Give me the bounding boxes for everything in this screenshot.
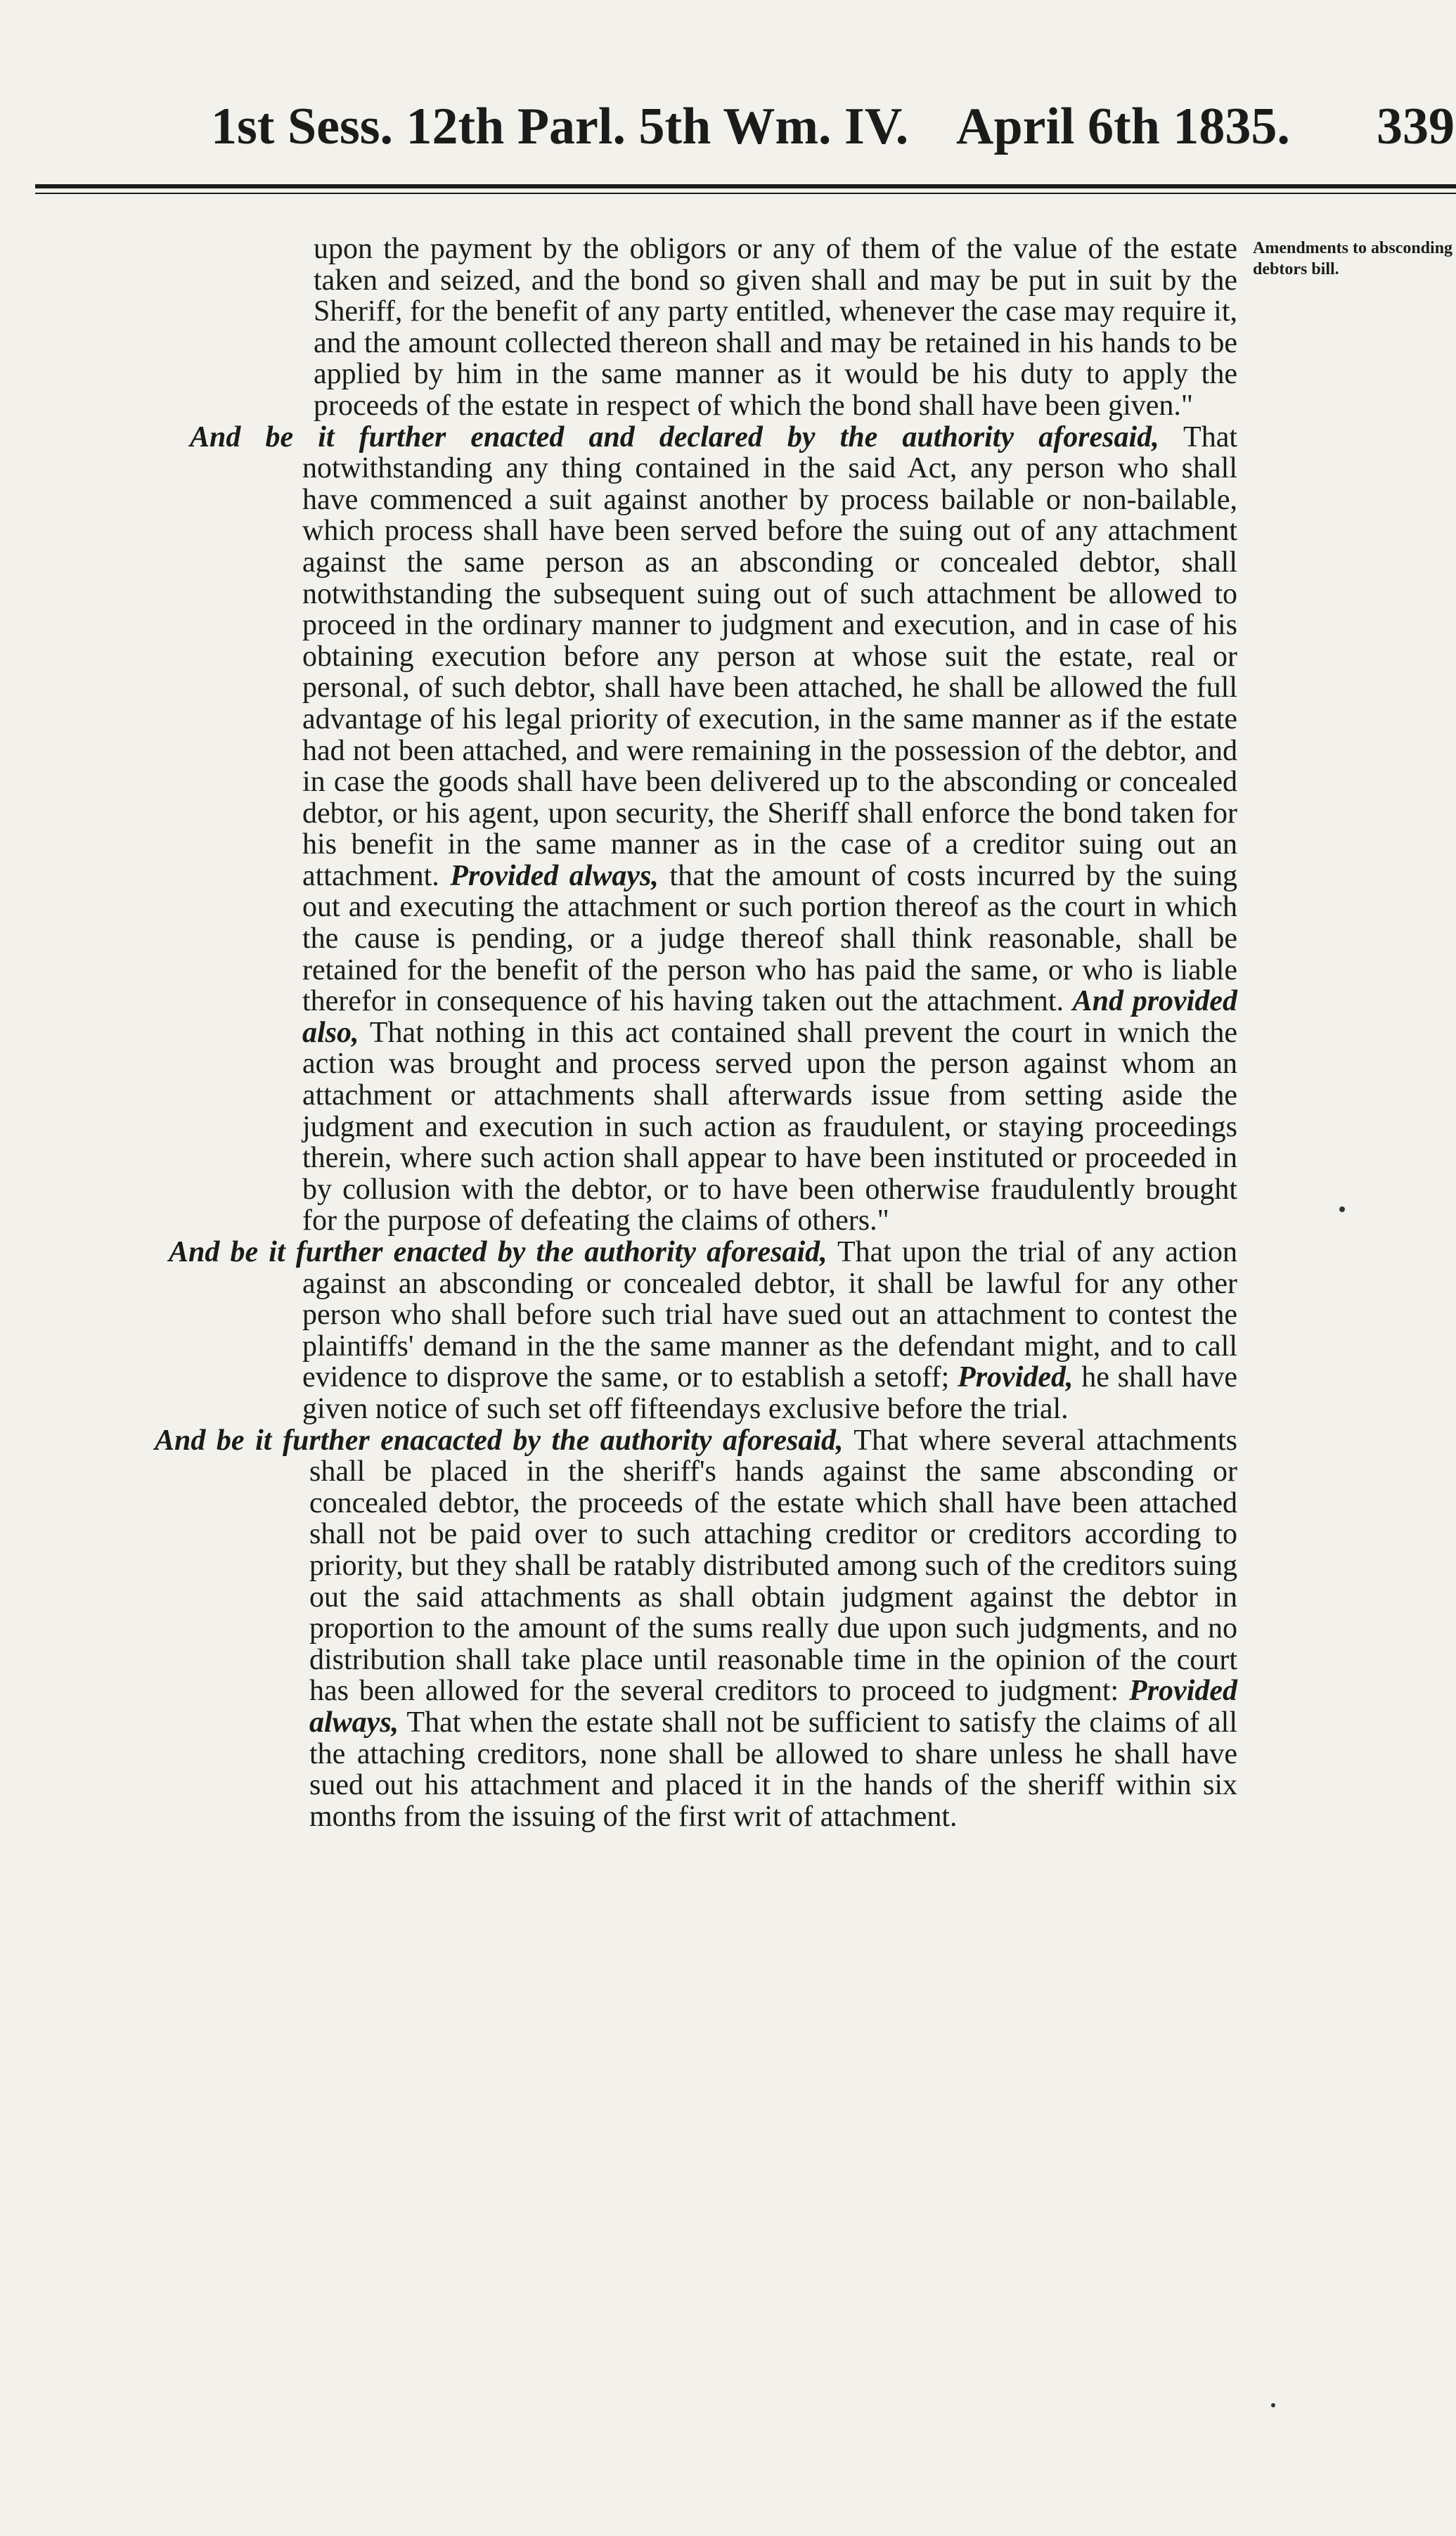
section-1-proviso-1: Provided always,	[450, 859, 659, 892]
header-rule-thick	[35, 184, 1456, 188]
paragraph-section-1	[84, 422, 1237, 1237]
ink-speck	[1271, 2403, 1275, 2407]
section-3-lead: And be it further enacacted by the authority aforesaid,	[155, 1424, 844, 1457]
section-2-lead: And be it further enacted by the authority aforesaid,	[169, 1236, 827, 1268]
section-1-text-a: That notwithstanding any thing contained in the said Act, any person who shall have commenced a suit against another by process bailable or non-bailable, which process shall have been served before the suing out of any attachment against the same person as an absconding or concealed debtor, shall notwithstanding the subsequent suing out of such attachment be allowed to proceed in the ordinary manner to judgment and execution, and in case of his obtaining execution before any person at whose suit the estate, real or personal, of such debtor, shall have been attached, he shall be allowed the full advantage of his legal priority of execution, in the same manner as if the estate had not been attached, and were remaining in the possession of the debtor, and in case the goods shall have been delivered up to the absconding or concealed debtor, or his agent, upon security, the Sheriff shall enforce the bond taken for his benefit in the same manner as in the case of a creditor suing out an attachment.	[302, 420, 1237, 892]
section-3-proviso: Provided always,	[309, 1675, 1237, 1739]
body-text	[84, 233, 1237, 1832]
header-session: 1st Sess. 12th Parl. 5th Wm. IV.	[211, 98, 909, 155]
ink-speck	[1339, 1206, 1345, 1212]
section-1-proviso-2: And provided also,	[302, 985, 1237, 1049]
section-1-text-b: that the amount of costs incurred by the suing out and executing the attachment or such portion thereof as the court in which the cause is pending, or a judge thereof shall think reasonable, shall be retained for the benefit of the person who has paid the same, or who is liable therefor in consequence of his having taken out the attachment.	[302, 859, 1238, 1018]
section-2-proviso: Provided,	[958, 1361, 1074, 1394]
section-1-text-c: That nothing in this act contained shall prevent the court in wnich the action was brought and process served upon the person against whom an attachment or attachments shall afterwards issue from setting aside the judgment and execution in such action as fraudulent, or staying proceedings therein, where such action shall appear to have been instituted or proceeded in by collusion with the debtor, or to have been otherwise fraudulently brought for the purpose of defeating the claims of others."	[302, 1016, 1237, 1237]
header-date: April 6th 1835.	[956, 98, 1290, 155]
section-1-lead: And be it further enacted and declared by the authority aforesaid,	[190, 420, 1159, 453]
section-2-text-a: That upon the trial of any action against an absconding or concealed debtor, it shall be lawful for any other person who shall before such trial have sued out an attachment to contest the plaintiffs' demand in the the same manner as the defendant might, and to call evidence to disprove the same, or to establish a setoff;	[302, 1236, 1237, 1394]
paragraph-section-3	[84, 1425, 1237, 1833]
section-2-text-b: he shall have given notice of such set off fifteendays exclusive before the trial.	[302, 1361, 1238, 1425]
page-number: 339	[1377, 98, 1455, 155]
margin-note: Amendments to absconding debtors bill.	[1253, 239, 1453, 278]
header-rule-thin	[35, 193, 1456, 194]
section-3-text-b: That when the estate shall not be sufficient to satisfy the claims of all the attaching creditors, none shall be allowed to share unless he shall have sued out his attachment and placed it in the hands of the sheriff within six months from the issuing of the first writ of attachment.	[309, 1706, 1237, 1833]
section-3-text-a: That where several attachments shall be placed in the sheriff's hands against the same absconding or concealed debtor, the proceeds of the estate which shall have been attached shall not be paid over to such attaching creditor or creditors according to priority, but they shall be ratably distributed among such of the creditors suing out the said attachments as shall obtain judgment against the debtor in proportion to the amount of the sums really due upon such judgments, and no distribution shall take place until reasonable time in the opinion of the court has been allowed for the several creditors to proceed to judgment:	[309, 1424, 1237, 1708]
paragraph-section-2	[84, 1237, 1237, 1425]
paragraph-continuation: upon the payment by the obligors or any of them of the value of the estate taken and seized, and the bond so given shall and may be put in suit by the Sheriff, for the benefit of any party entitled, whenever the case may require it, and the amount collected thereon shall and may be retained in his hands to be applied by him in the same manner as it would be his duty to apply the proceeds of the estate in respect of which the bond shall have been given."	[314, 233, 1237, 422]
running-header	[211, 84, 1455, 169]
